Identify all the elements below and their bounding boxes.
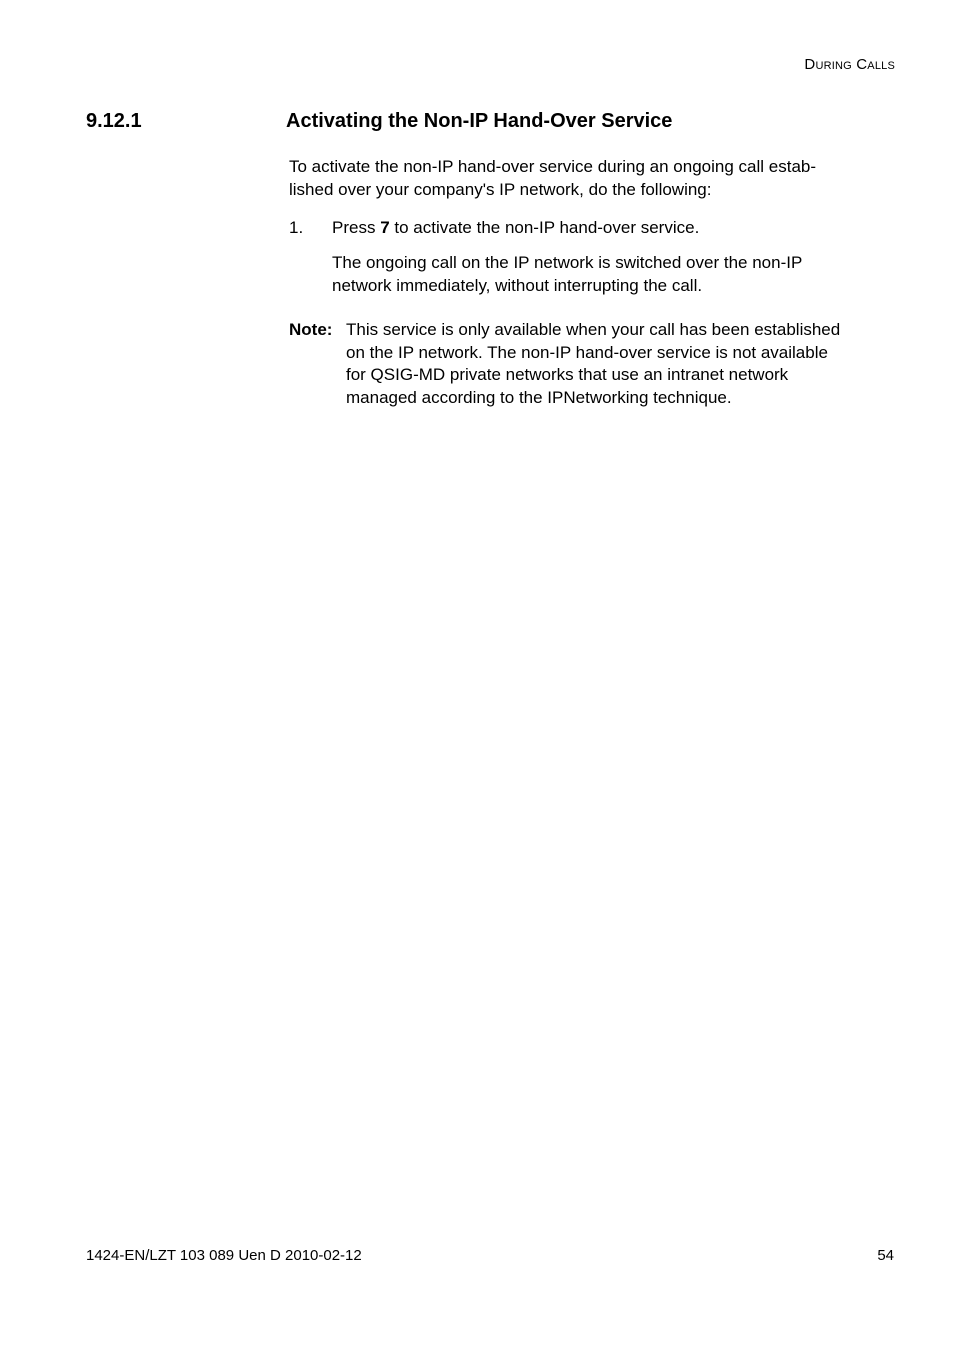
intro-line-2: lished over your company's IP network, do the following: [289, 179, 712, 199]
section-title: Activating the Non-IP Hand-Over Service [286, 110, 673, 132]
footer-document-id: 1424-EN/LZT 103 089 Uen D 2010-02-12 [86, 1247, 362, 1264]
running-header: During Calls [804, 56, 895, 73]
step-suffix: to activate the non-IP hand-over service. [389, 218, 700, 237]
step-key: 7 [380, 218, 390, 237]
step-result-line-1: The ongoing call on the IP network is switched over the non-IP [332, 253, 803, 272]
section-number: 9.12.1 [86, 110, 142, 132]
note-line-1: This service is only available when your call has been established [346, 320, 841, 339]
note-line-4: managed according to the IPNetworking technique. [346, 387, 732, 407]
note-line-2: on the IP network. The non-IP hand-over service is not available [346, 342, 828, 362]
intro-line-1: To activate the non-IP hand-over service during an ongoing call estab- [289, 157, 817, 176]
intro-paragraph [289, 156, 899, 201]
step-result-line-2: network immediately, without interrupting the call. [332, 275, 703, 295]
note-label: Note: [289, 320, 333, 339]
step-text [332, 217, 699, 240]
step-number: 1. [289, 218, 304, 237]
footer-page-number: 54 [877, 1247, 894, 1264]
step-1-result [332, 252, 892, 297]
note-line-3: for QSIG-MD private networks that use an intranet network [346, 365, 789, 384]
note-text [348, 319, 898, 409]
step-prefix: Press [332, 218, 381, 237]
